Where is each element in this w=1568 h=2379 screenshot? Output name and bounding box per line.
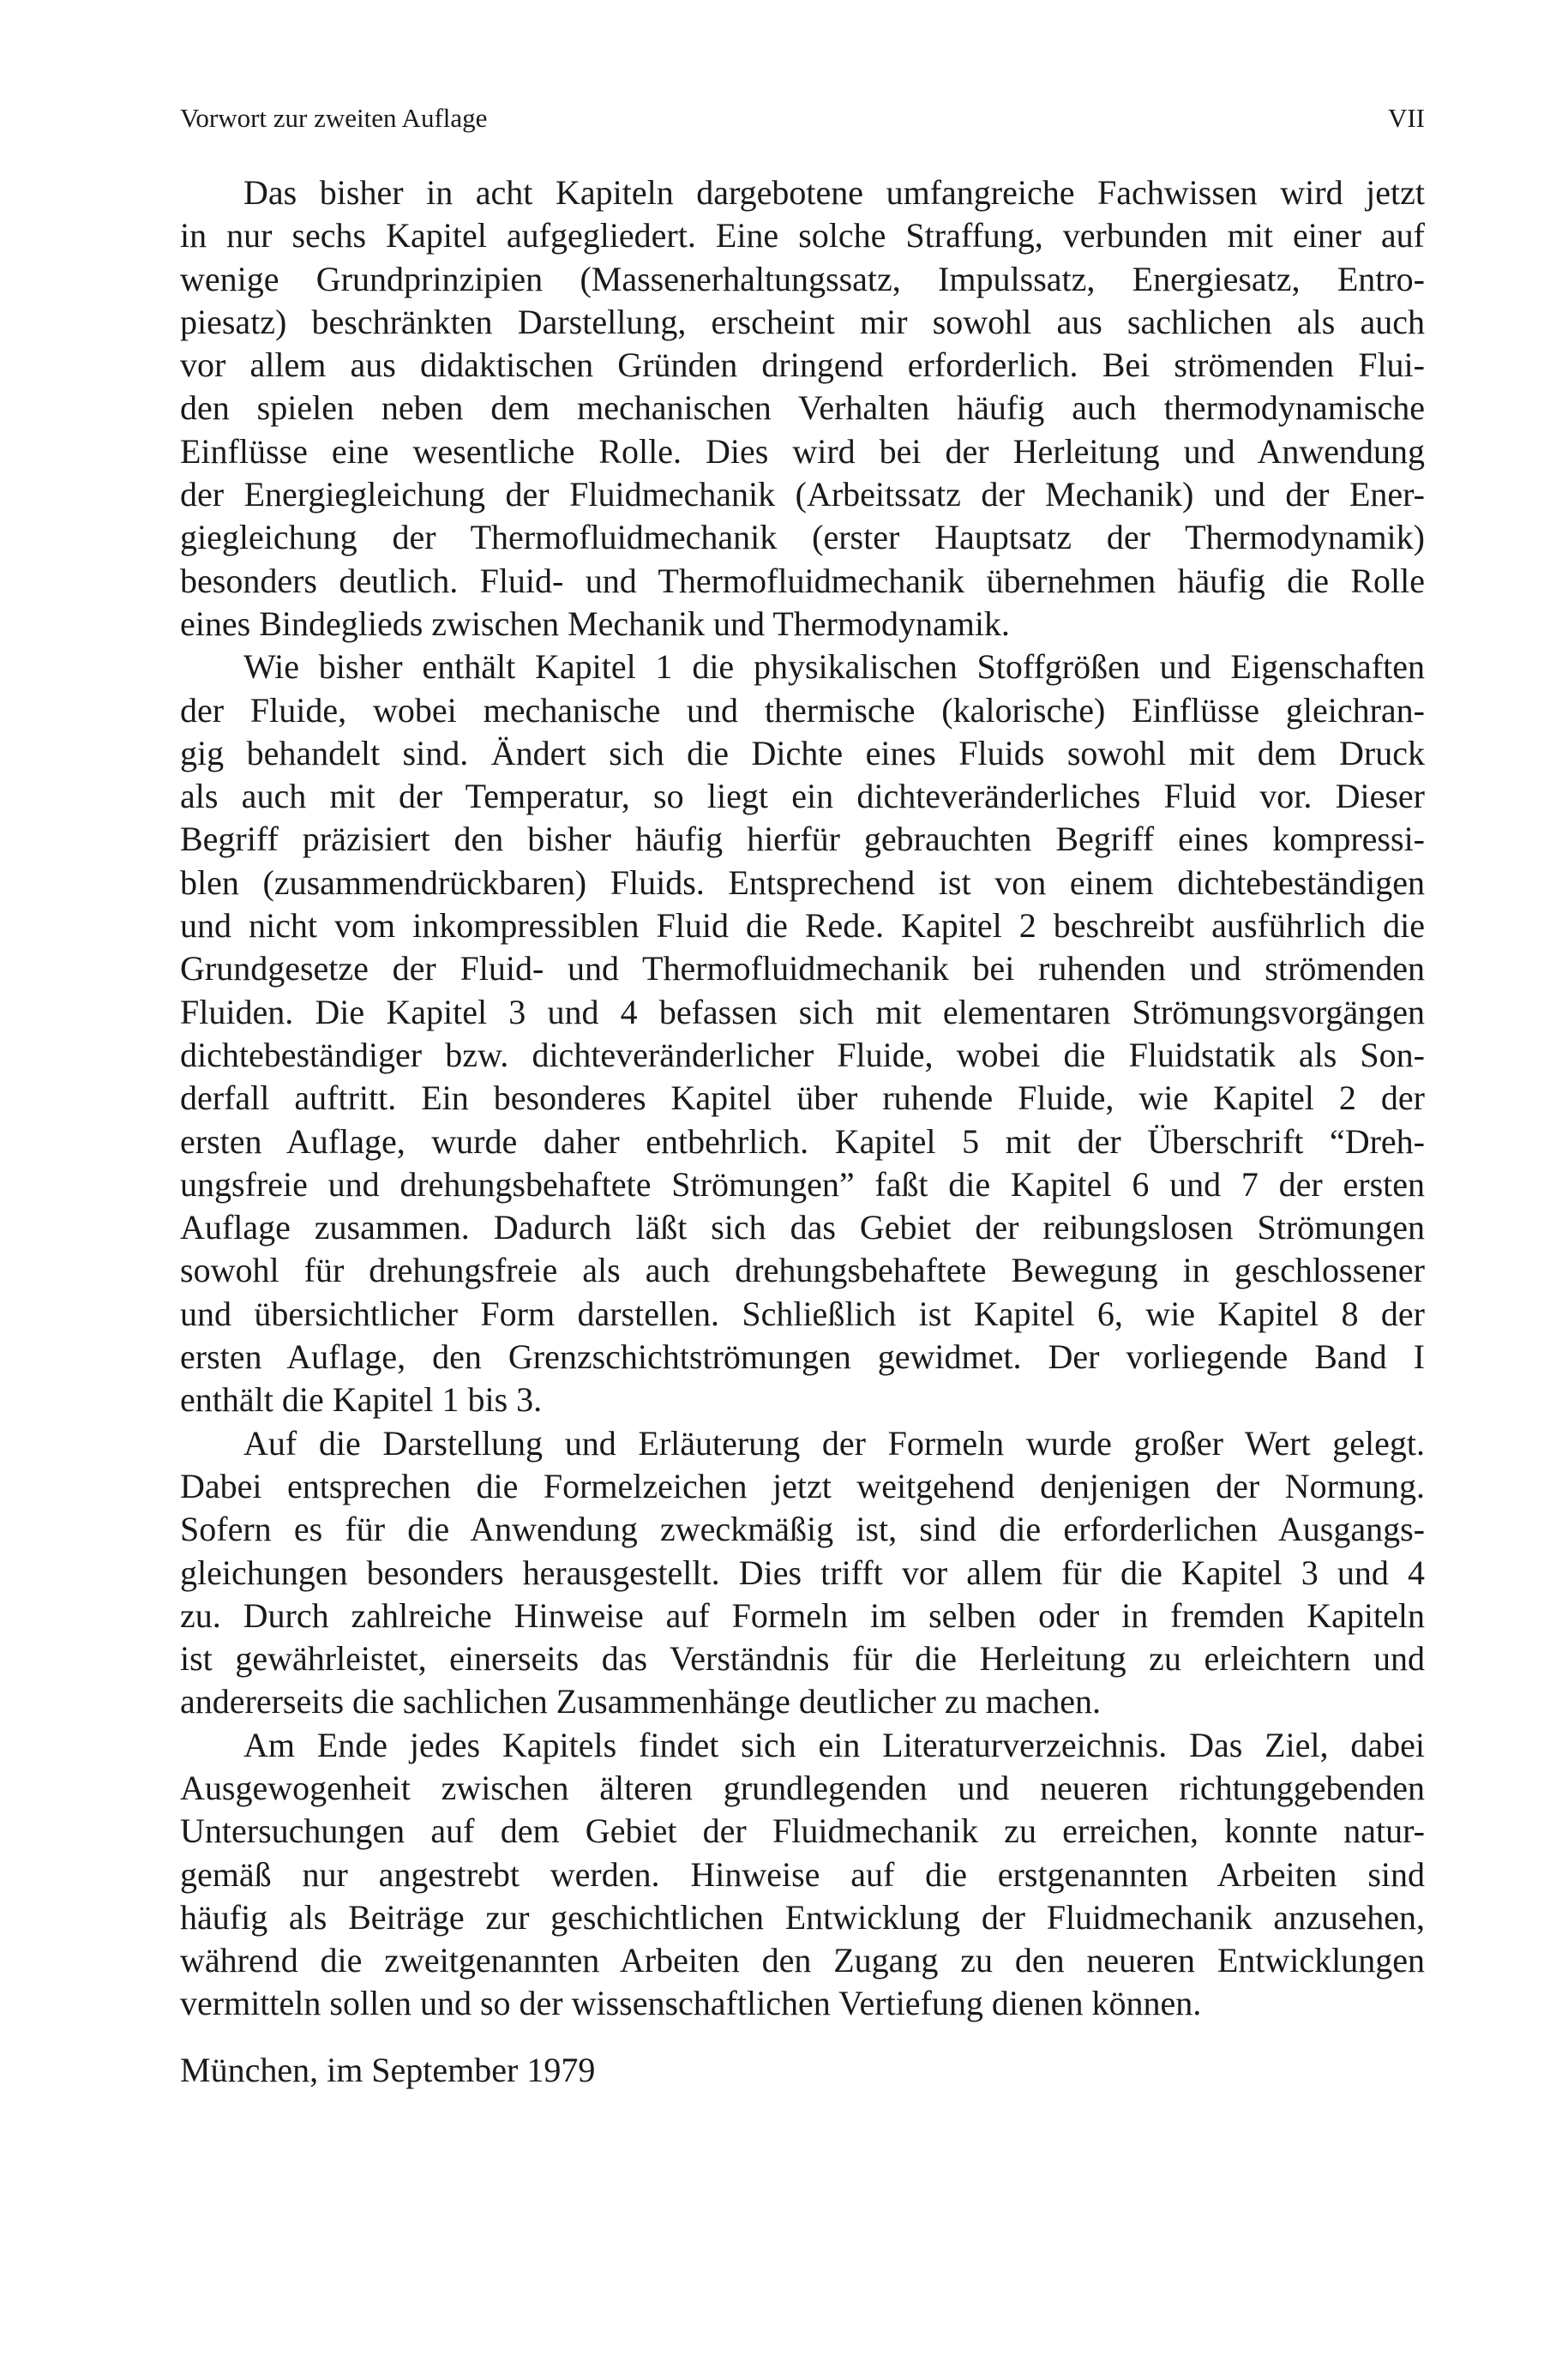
text-line: blen (zusammendrückbaren) Fluids. Entsprechend ist von einem dichtebeständigen xyxy=(180,862,1425,902)
text-line: Dabei entsprechen die Formelzeichen jetzt weitgehend denjenigen der Normung. xyxy=(180,1466,1425,1505)
text-line: zu. Durch zahlreiche Hinweise auf Formeln im selben oder in fremden Kapiteln xyxy=(180,1595,1425,1635)
text-line: ungsfreie und drehungsbehaftete Strömungen” faßt die Kapitel 6 und 7 der ersten xyxy=(180,1164,1425,1204)
text-line: ersten Auflage, den Grenzschichtströmungen gewidmet. Der vorliegende Band I xyxy=(180,1337,1425,1377)
text-line: giegleichung der Thermofluidmechanik (erster Hauptsatz der Thermodynamik) xyxy=(180,518,1425,557)
text-line: in nur sechs Kapitel aufgegliedert. Eine solche Straffung, verbunden mit einer auf xyxy=(180,216,1425,255)
text-line: Ausgewogenheit zwischen älteren grundlegenden und neueren richtunggebenden xyxy=(180,1768,1425,1807)
running-header xyxy=(180,101,1425,135)
text-line: und nicht vom inkompressiblen Fluid die Rede. Kapitel 2 beschreibt ausführlich die xyxy=(180,906,1425,946)
text-line: Untersuchungen auf dem Gebiet der Fluidmechanik zu erreichen, konnte natur- xyxy=(180,1811,1425,1851)
text-line: den spielen neben dem mechanischen Verhalten häufig auch thermodynamische xyxy=(180,388,1425,428)
text-line: enthält die Kapitel 1 bis 3. xyxy=(180,1380,543,1420)
text-line: Einflüsse eine wesentliche Rolle. Dies wird bei der Herleitung und Anwendung xyxy=(180,431,1425,471)
text-line: gig behandelt sind. Ändert sich die Dichte eines Fluids sowohl mit dem Druck xyxy=(180,733,1425,772)
text-line: Wie bisher enthält Kapitel 1 die physikalischen Stoffgrößen und Eigenschaften xyxy=(243,647,1425,687)
running-title: Vorwort zur zweiten Auflage xyxy=(180,103,488,133)
text-line: ist gewährleistet, einerseits das Verständnis für die Herleitung zu erleichtern und xyxy=(180,1639,1425,1679)
text-line: als auch mit der Temperatur, so liegt ein dichteveränderliches Fluid vor. Dieser xyxy=(180,777,1425,816)
text-line: Fluiden. Die Kapitel 3 und 4 befassen sich mit elementaren Strömungsvorgängen xyxy=(180,992,1425,1031)
text-line: der Energiegleichung der Fluidmechanik (Arbeitssatz der Mechanik) und der Ener- xyxy=(180,475,1425,514)
text-line: Auf die Darstellung und Erläuterung der Formeln wurde großer Wert gelegt. xyxy=(243,1423,1425,1463)
paragraph-4 xyxy=(180,1724,1425,2026)
text-line: wenige Grundprinzipien (Massenerhaltungssatz, Impulssatz, Energiesatz, Entro- xyxy=(180,259,1425,298)
text-line: eines Bindeglieds zwischen Mechanik und Thermodynamik. xyxy=(180,604,1010,643)
text-line: ersten Auflage, wurde daher entbehrlich. Kapitel 5 mit der Überschrift “Dreh- xyxy=(180,1121,1425,1161)
text-line: der Fluide, wobei mechanische und thermische (kalorische) Einflüsse gleichran- xyxy=(180,690,1425,730)
page-number: VII xyxy=(1387,103,1425,133)
text-line: dichtebeständiger bzw. dichteveränderlicher Fluide, wobei die Fluidstatik als Son- xyxy=(180,1035,1425,1074)
text-line: sowohl für drehungsfreie als auch drehungsbehaftete Bewegung in geschlossener xyxy=(180,1251,1425,1290)
text-line: Auflage zusammen. Dadurch läßt sich das Gebiet der reibungslosen Strömungen xyxy=(180,1208,1425,1247)
text-line: gleichungen besonders herausgestellt. Dies trifft vor allem für die Kapitel 3 und 4 xyxy=(180,1553,1425,1592)
place-date-signature: München, im September 1979 xyxy=(180,2051,596,2089)
text-line: Am Ende jedes Kapitels findet sich ein Literaturverzeichnis. Das Ziel, dabei xyxy=(243,1725,1425,1764)
text-line: andererseits die sachlichen Zusammenhänge deutlicher zu machen. xyxy=(180,1682,1101,1721)
text-line: während die zweitgenannten Arbeiten den Zugang zu den neueren Entwicklungen xyxy=(180,1941,1425,1980)
text-line: Das bisher in acht Kapiteln dargebotene umfangreiche Fachwissen wird jetzt xyxy=(243,173,1425,212)
text-line: piesatz) beschränkten Darstellung, erscheint mir sowohl aus sachlichen als auch xyxy=(180,302,1425,341)
text-line: gemäß nur angestrebt werden. Hinweise auf die erstgenannten Arbeiten sind xyxy=(180,1854,1425,1894)
text-line: vor allem aus didaktischen Gründen dringend erforderlich. Bei strömenden Flui- xyxy=(180,345,1425,385)
text-line: vermitteln sollen und so der wissenschaftlichen Vertiefung dienen können. xyxy=(180,1984,1202,2023)
text-line: Begriff präzisiert den bisher häufig hierfür gebrauchten Begriff eines kompressi- xyxy=(180,820,1425,859)
body-text xyxy=(180,171,1425,2026)
paragraph-1 xyxy=(180,171,1425,646)
text-line: Grundgesetze der Fluid- und Thermofluidmechanik bei ruhenden und strömenden xyxy=(180,949,1425,988)
paragraph-3 xyxy=(180,1422,1425,1724)
text-line: und übersichtlicher Form darstellen. Schließlich ist Kapitel 6, wie Kapitel 8 der xyxy=(180,1294,1425,1333)
text-line: Sofern es für die Anwendung zweckmäßig ist, sind die erforderlichen Ausgangs- xyxy=(180,1510,1425,1549)
text-line: besonders deutlich. Fluid- und Thermofluidmechanik übernehmen häufig die Rolle xyxy=(180,561,1425,600)
text-line: derfall auftritt. Ein besonderes Kapitel über ruhende Fluide, wie Kapitel 2 der xyxy=(180,1078,1425,1118)
paragraph-2 xyxy=(180,646,1425,1421)
text-line: häufig als Beiträge zur geschichtlichen Entwicklung der Fluidmechanik anzusehen, xyxy=(180,1897,1425,1937)
